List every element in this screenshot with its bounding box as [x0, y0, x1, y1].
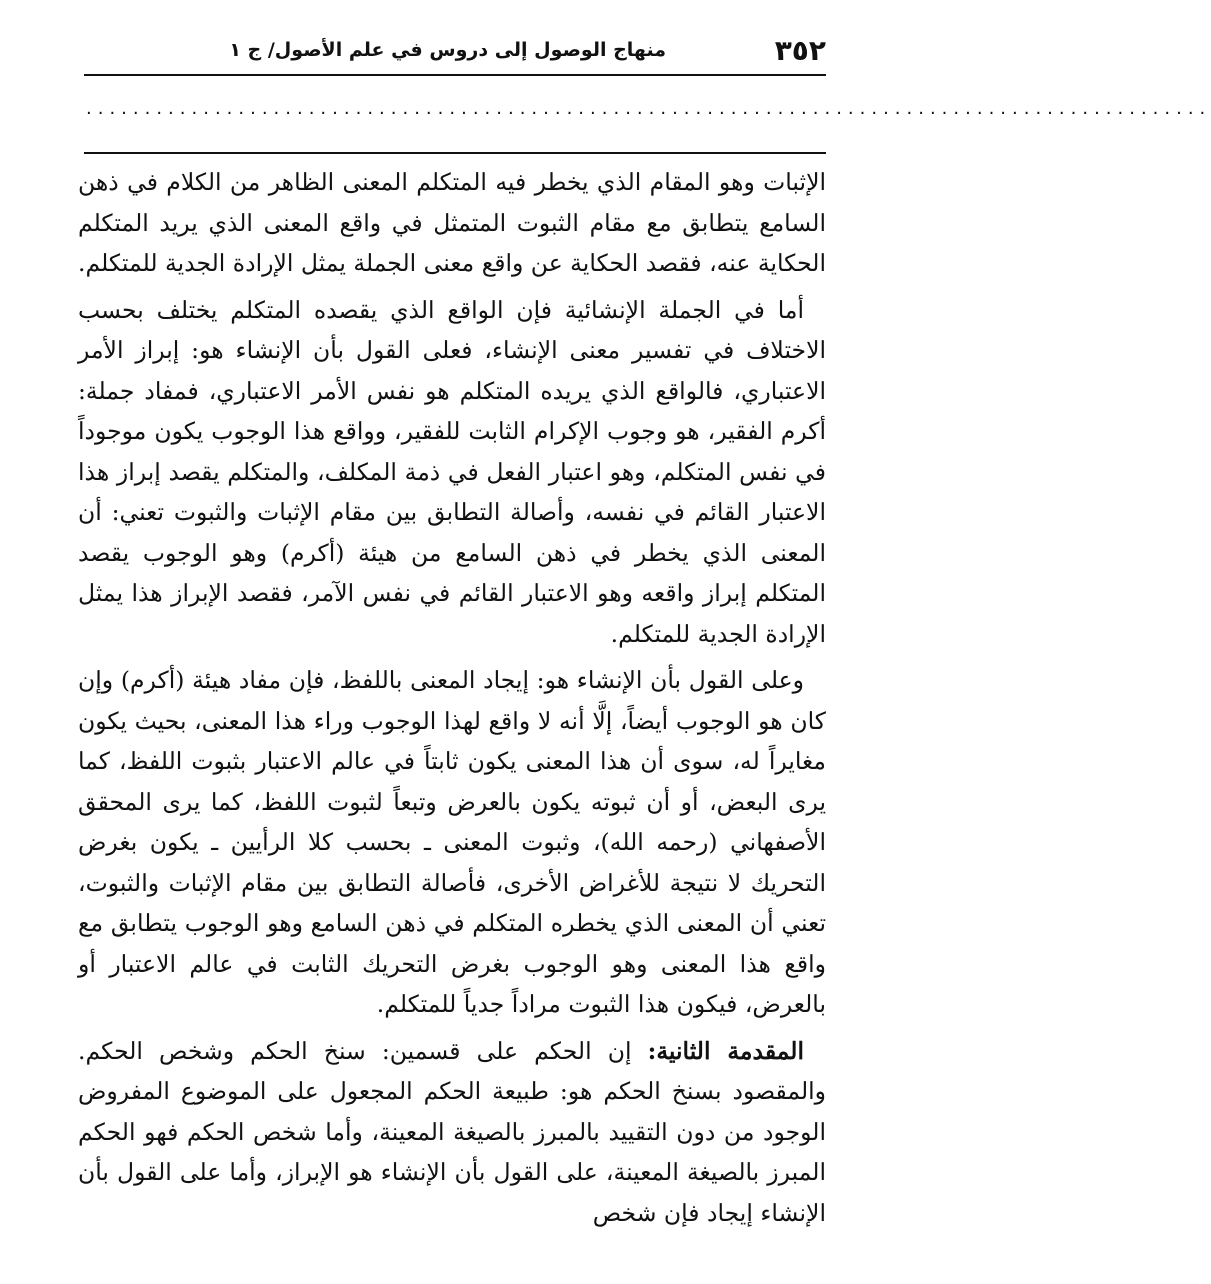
section-rule [84, 152, 826, 154]
paragraph-2: أما في الجملة الإنشائية فإن الواقع الذي يقصده المتكلم يختلف بحسب الاختلاف في تفسير معنى الإنشاء، فعلى القول بأن الإنشاء هو: إبراز الأمر الاعتباري، فالواقع الذي يريده المتكلم هو نفس الأمر الاعتباري، فمفاد جملة: أكرم الفقير، هو وجوب الإكرام الثابت للفقير، وواقع هذا الوجوب يكون موجوداً في نفس المتكلم، وهو اعتبار الفعل في ذمة المكلف، والمتكلم يقصد إبراز هذا الاعتبار القائم في نفسه، وأصالة التطابق بين مقام الإثبات والثبوت تعني: أن المعنى الذي يخطر في ذهن السامع من هيئة (أكرم) وهو الوجوب يقصد المتكلم إبراز واقعه وهو الاعتبار القائم في نفس الآمر، فقصد الإبراز هذا يمثل الإرادة الجدية للمتكلم. [78, 295, 826, 648]
body-text [78, 162, 826, 1239]
dotted-separator: ................................................................................................ [86, 98, 1211, 119]
page-header [84, 30, 826, 70]
paragraph-4-text: إن الحكم على قسمين: سنخ الحكم وشخص الحكم. والمقصود بسنخ الحكم هو: طبيعة الحكم المجعول على الموضوع المفروض الوجود من دون التقييد بالمبرز بالصيغة المعينة، وأما شخص الحكم فهو الحكم المبرز بالصيغة المعينة، على القول بأن الإنشاء هو الإبراز، وأما على القول بأن الإنشاء إيجاد فإن شخص [78, 1036, 826, 1227]
paragraph-3: وعلى القول بأن الإنشاء هو: إيجاد المعنى باللفظ، فإن مفاد هيئة (أكرم) وإن كان هو الوجوب أيضاً، إلَّا أنه لا واقع لهذا الوجوب وراء هذا المعنى، بحيث يكون مغايراً له، سوى أن هذا المعنى يكون ثابتاً في عالم الاعتبار بثبوت اللفظ، كما يرى البعض، أو أن ثبوته يكون بالعرض وتبعاً لثبوت اللفظ، كما يرى المحقق الأصفهاني (رحمه الله)، وثبوت المعنى ـ بحسب كلا الرأيين ـ يكون بغرض التحريك لا نتيجة للأغراض الأخرى، فأصالة التطابق بين مقام الإثبات والثبوت، تعني أن المعنى الذي يخطره المتكلم في ذهن السامع وهو الوجوب يتطابق مع واقع هذا المعنى وهو الوجوب بغرض التحريك الثابت في عالم الاعتبار أو بالعرض، فيكون هذا الثبوت مراداً جدياً للمتكلم. [78, 666, 827, 1018]
running-title: منهاج الوصول إلى دروس في علم الأصول/ ج ١ [229, 39, 666, 61]
paragraph-1: الإثبات وهو المقام الذي يخطر فيه المتكلم المعنى الظاهر من الكلام في ذهن السامع يتطابق مع مقام الثبوت المتمثل في واقع المعنى الذي يريد المتكلم الحكاية عنه، فقصد الحكاية عن واقع معنى الجملة يمثل الإرادة الجدية للمتكلم. [78, 168, 826, 277]
paragraph-4 [78, 1031, 826, 1234]
page-number: ٣٥٢ [774, 33, 826, 67]
header-rule [84, 74, 826, 76]
section-label: المقدمة الثانية: [647, 1036, 804, 1065]
